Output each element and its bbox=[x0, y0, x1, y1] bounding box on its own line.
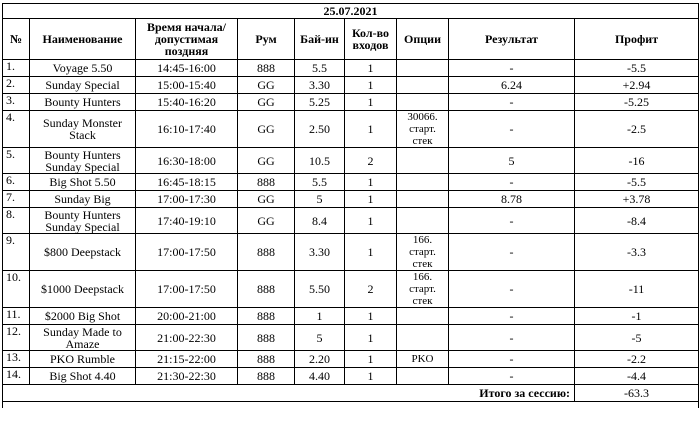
table-row bbox=[3, 174, 699, 191]
tournament-name-cell: $2000 Big Shot bbox=[30, 308, 136, 325]
total-value: -63.3 bbox=[575, 385, 699, 402]
session-table bbox=[2, 3, 699, 408]
row-number-cell: 5. bbox=[3, 148, 30, 174]
entries-cell: 2 bbox=[345, 148, 397, 174]
room-cell: GG bbox=[238, 208, 295, 234]
room-cell: GG bbox=[238, 77, 295, 94]
profit-cell: -4.4 bbox=[575, 368, 699, 385]
options-cell: 166. старт. стек bbox=[397, 271, 449, 308]
buyin-cell: 5.50 bbox=[295, 271, 345, 308]
time-range-cell: 16:30-18:00 bbox=[136, 148, 238, 174]
tournament-name-cell: $1000 Deepstack bbox=[30, 271, 136, 308]
tournament-name-cell: Sunday Special bbox=[30, 77, 136, 94]
result-cell: - bbox=[449, 111, 575, 148]
result-cell: - bbox=[449, 325, 575, 351]
options-cell bbox=[397, 174, 449, 191]
header-profit: Профит bbox=[575, 19, 699, 60]
header-room: Рум bbox=[238, 19, 295, 60]
time-range-cell: 15:00-15:40 bbox=[136, 77, 238, 94]
options-cell: 166. старт. стек bbox=[397, 234, 449, 271]
header-buyin: Бай-ин bbox=[295, 19, 345, 60]
options-cell bbox=[397, 308, 449, 325]
entries-cell: 1 bbox=[345, 94, 397, 111]
tournament-name-cell: Bounty Hunters Sunday Special bbox=[30, 208, 136, 234]
buyin-cell: 2.20 bbox=[295, 351, 345, 368]
table-row bbox=[3, 148, 699, 174]
options-cell bbox=[397, 368, 449, 385]
buyin-cell: 2.50 bbox=[295, 111, 345, 148]
table-row bbox=[3, 234, 699, 271]
result-cell: 6.24 bbox=[449, 77, 575, 94]
table-row bbox=[3, 60, 699, 77]
buyin-cell: 3.30 bbox=[295, 77, 345, 94]
options-cell bbox=[397, 191, 449, 208]
result-cell: - bbox=[449, 368, 575, 385]
buyin-cell: 5 bbox=[295, 191, 345, 208]
profit-cell: -5.5 bbox=[575, 60, 699, 77]
profit-cell: -5 bbox=[575, 325, 699, 351]
entries-cell: 1 bbox=[345, 111, 397, 148]
table-row bbox=[3, 271, 699, 308]
table-row bbox=[3, 77, 699, 94]
buyin-cell: 5.5 bbox=[295, 60, 345, 77]
entries-cell: 1 bbox=[345, 368, 397, 385]
row-number-cell: 8. bbox=[3, 208, 30, 234]
row-number-cell: 11. bbox=[3, 308, 30, 325]
options-cell bbox=[397, 77, 449, 94]
time-range-cell: 20:00-21:00 bbox=[136, 308, 238, 325]
time-range-cell: 17:00-17:50 bbox=[136, 271, 238, 308]
profit-cell: -3.3 bbox=[575, 234, 699, 271]
row-number-cell: 10. bbox=[3, 271, 30, 308]
time-range-cell: 16:45-18:15 bbox=[136, 174, 238, 191]
options-cell bbox=[397, 148, 449, 174]
tournament-name-cell: Big Shot 5.50 bbox=[30, 174, 136, 191]
row-number-cell: 3. bbox=[3, 94, 30, 111]
tournament-name-cell: Sunday Monster Stack bbox=[30, 111, 136, 148]
table-row bbox=[3, 111, 699, 148]
result-cell: 5 bbox=[449, 148, 575, 174]
table-row bbox=[3, 94, 699, 111]
options-cell bbox=[397, 60, 449, 77]
room-cell: 888 bbox=[238, 60, 295, 77]
entries-cell: 1 bbox=[345, 308, 397, 325]
profit-cell: -5.5 bbox=[575, 174, 699, 191]
room-cell: 888 bbox=[238, 271, 295, 308]
header-time: Время начала/ допустимая поздняя bbox=[136, 19, 238, 60]
time-range-cell: 17:00-17:50 bbox=[136, 234, 238, 271]
session-date: 25.07.2021 bbox=[3, 4, 699, 19]
buyin-cell: 10.5 bbox=[295, 148, 345, 174]
entries-cell: 1 bbox=[345, 60, 397, 77]
time-range-cell: 21:30-22:30 bbox=[136, 368, 238, 385]
header-result: Результат bbox=[449, 19, 575, 60]
time-range-cell: 17:00-17:30 bbox=[136, 191, 238, 208]
tournament-name-cell: Sunday Made to Amaze bbox=[30, 325, 136, 351]
tournament-name-cell: Voyage 5.50 bbox=[30, 60, 136, 77]
profit-cell: +3.78 bbox=[575, 191, 699, 208]
row-number-cell: 6. bbox=[3, 174, 30, 191]
result-cell: - bbox=[449, 351, 575, 368]
buyin-cell: 3.30 bbox=[295, 234, 345, 271]
row-number-cell: 7. bbox=[3, 191, 30, 208]
header-num: № bbox=[3, 19, 30, 60]
result-cell: - bbox=[449, 60, 575, 77]
row-number-cell: 14. bbox=[3, 368, 30, 385]
room-cell: 888 bbox=[238, 368, 295, 385]
room-cell: GG bbox=[238, 111, 295, 148]
result-cell: - bbox=[449, 234, 575, 271]
result-cell: 8.78 bbox=[449, 191, 575, 208]
options-cell: PKO bbox=[397, 351, 449, 368]
tournament-name-cell: $800 Deepstack bbox=[30, 234, 136, 271]
header-row bbox=[3, 19, 699, 60]
room-cell: 888 bbox=[238, 351, 295, 368]
profit-cell: -8.4 bbox=[575, 208, 699, 234]
table-row bbox=[3, 351, 699, 368]
room-cell: GG bbox=[238, 94, 295, 111]
room-cell: 888 bbox=[238, 234, 295, 271]
time-range-cell: 21:00-22:30 bbox=[136, 325, 238, 351]
room-cell: GG bbox=[238, 191, 295, 208]
row-number-cell: 13. bbox=[3, 351, 30, 368]
result-cell: - bbox=[449, 208, 575, 234]
entries-cell: 2 bbox=[345, 271, 397, 308]
total-label: Итого за сессию: bbox=[3, 385, 575, 402]
options-cell bbox=[397, 208, 449, 234]
tournament-name-cell: Bounty Hunters bbox=[30, 94, 136, 111]
row-number-cell: 4. bbox=[3, 111, 30, 148]
profit-cell: -16 bbox=[575, 148, 699, 174]
header-entries: Кол-во входов bbox=[345, 19, 397, 60]
entries-cell: 1 bbox=[345, 325, 397, 351]
profit-cell: -2.2 bbox=[575, 351, 699, 368]
result-cell: - bbox=[449, 308, 575, 325]
profit-cell: -5.25 bbox=[575, 94, 699, 111]
header-name: Наименование bbox=[30, 19, 136, 60]
table-row bbox=[3, 208, 699, 234]
total-row bbox=[3, 385, 699, 402]
room-cell: GG bbox=[238, 148, 295, 174]
tournament-name-cell: Sunday Big bbox=[30, 191, 136, 208]
room-cell: 888 bbox=[238, 325, 295, 351]
entries-cell: 1 bbox=[345, 77, 397, 94]
profit-cell: +2.94 bbox=[575, 77, 699, 94]
buyin-cell: 1 bbox=[295, 308, 345, 325]
buyin-cell: 5.5 bbox=[295, 174, 345, 191]
room-cell: 888 bbox=[238, 174, 295, 191]
room-cell: 888 bbox=[238, 308, 295, 325]
row-number-cell: 9. bbox=[3, 234, 30, 271]
entries-cell: 1 bbox=[345, 351, 397, 368]
header-options: Опции bbox=[397, 19, 449, 60]
time-range-cell: 17:40-19:10 bbox=[136, 208, 238, 234]
result-cell: - bbox=[449, 94, 575, 111]
row-number-cell: 2. bbox=[3, 77, 30, 94]
entries-cell: 1 bbox=[345, 191, 397, 208]
time-range-cell: 16:10-17:40 bbox=[136, 111, 238, 148]
profit-cell: -1 bbox=[575, 308, 699, 325]
row-number-cell: 1. bbox=[3, 60, 30, 77]
table-row bbox=[3, 368, 699, 385]
table-row bbox=[3, 308, 699, 325]
profit-cell: -11 bbox=[575, 271, 699, 308]
time-range-cell: 14:45-16:00 bbox=[136, 60, 238, 77]
entries-cell: 1 bbox=[345, 174, 397, 191]
result-cell: - bbox=[449, 174, 575, 191]
options-cell bbox=[397, 94, 449, 111]
table-row bbox=[3, 325, 699, 351]
options-cell: 30066. старт. стек bbox=[397, 111, 449, 148]
options-cell bbox=[397, 325, 449, 351]
table-row bbox=[3, 191, 699, 208]
tournament-name-cell: PKO Rumble bbox=[30, 351, 136, 368]
entries-cell: 1 bbox=[345, 234, 397, 271]
buyin-cell: 5.25 bbox=[295, 94, 345, 111]
time-range-cell: 15:40-16:20 bbox=[136, 94, 238, 111]
next-session-date bbox=[3, 402, 699, 409]
tournament-name-cell: Big Shot 4.40 bbox=[30, 368, 136, 385]
row-number-cell: 12. bbox=[3, 325, 30, 351]
buyin-cell: 8.4 bbox=[295, 208, 345, 234]
tournament-name-cell: Bounty Hunters Sunday Special bbox=[30, 148, 136, 174]
time-range-cell: 21:15-22:00 bbox=[136, 351, 238, 368]
profit-cell: -2.5 bbox=[575, 111, 699, 148]
buyin-cell: 5 bbox=[295, 325, 345, 351]
result-cell: - bbox=[449, 271, 575, 308]
buyin-cell: 4.40 bbox=[295, 368, 345, 385]
entries-cell: 1 bbox=[345, 208, 397, 234]
